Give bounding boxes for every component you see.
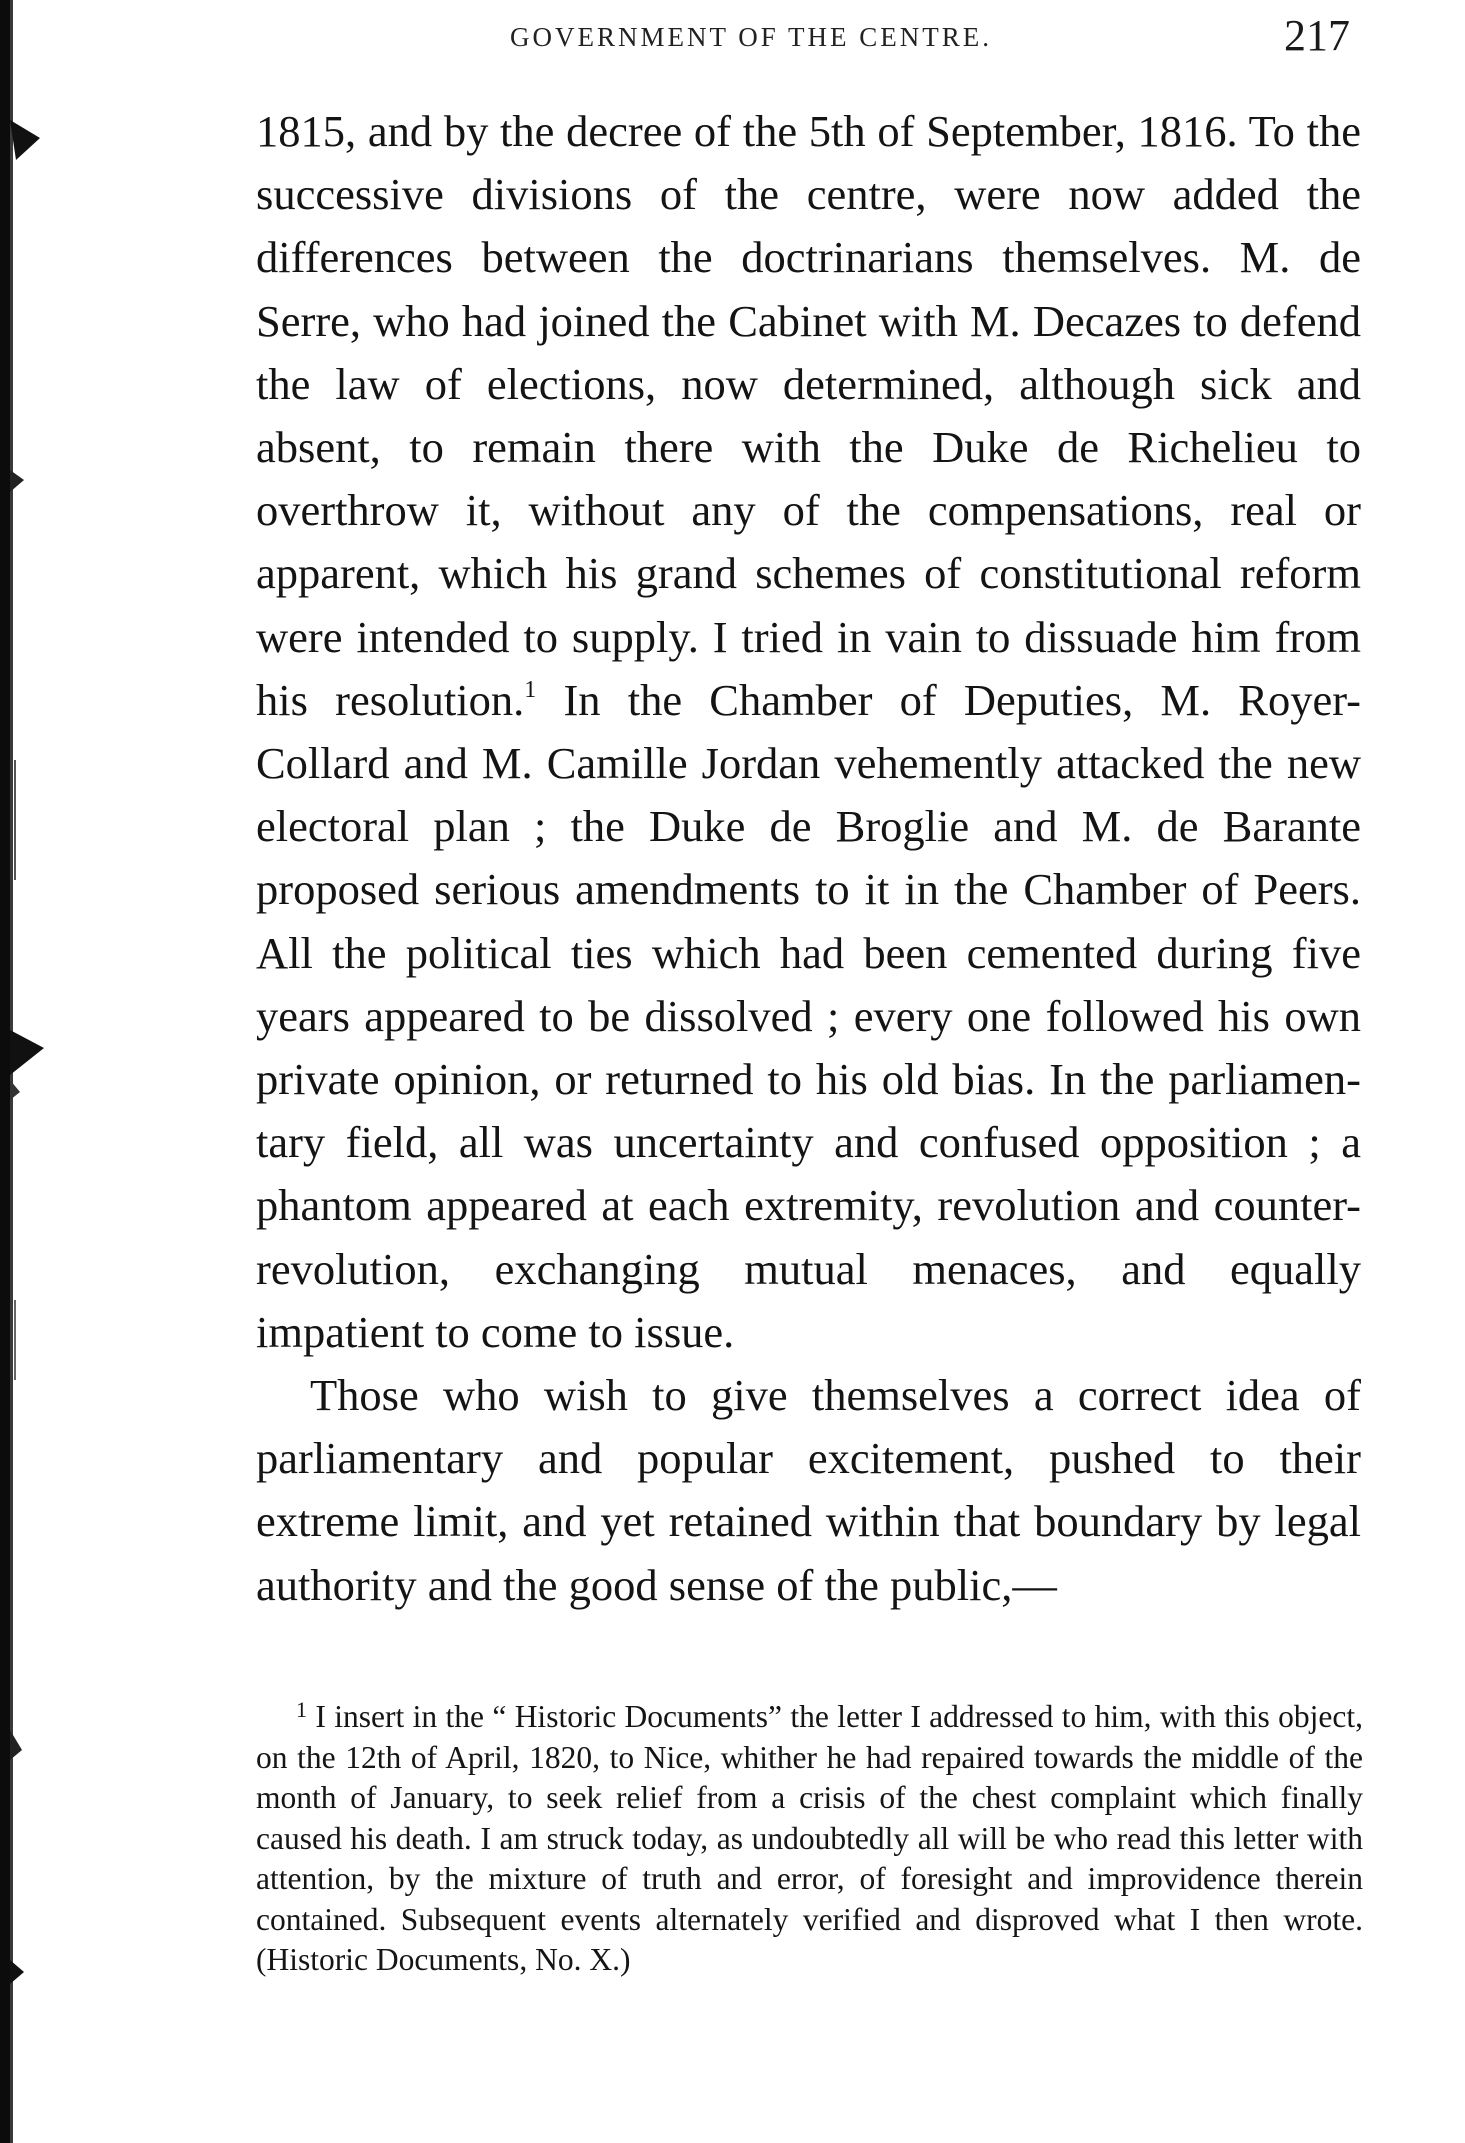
footnote-number: 1 — [296, 1697, 307, 1722]
binding-edge — [0, 0, 10, 2143]
running-head — [260, 8, 1350, 68]
footnote — [256, 1697, 1363, 1981]
footnote-reference: 1 — [524, 676, 537, 703]
binding-shadow — [10, 0, 46, 2143]
paragraph: Those who wish to give themselves a correct idea of parliamentary and popular excitement, pushed to their extreme limit, and yet retained within that boundary by legal authority and the good sense of the public,— — [256, 1370, 1361, 1610]
paragraph-text: 1815, and by the decree of the 5th of September, 1816. To the successive divisions of the centre, were now added the differences between the doctrinarians themselves. M. de Serre, who had joined the Cabinet with M. Decazes to defend the law of elections, now determined, although sick and absent, to remain there with the Duke de Richelieu to overthrow it, without any of the compensations, real or apparent, which his grand schemes of constitutional reform were intended to supply. I tried in vain to dissuade him from his resolution. — [256, 106, 1361, 725]
paragraph-text-continued: In the Chamber of Deputies, M. Royer-Collard and M. Camille Jordan vehemently attacked the new electoral plan ; the Duke de Broglie and M. de Barante proposed serious amendments to it in the Chamber of Peers. All the political ties which had been cemented during five years appeared to be dissolved ; every one followed his own private opinion, or returned to his old bias. In the parliamentary field, all was uncertainty and confused opposition ; a phantom appeared at each extremity, revolution and counter-revolution, exchanging mutual menaces, and equally impatient to come to issue. — [256, 674, 1361, 1357]
running-title: GOVERNMENT OF THE CENTRE. — [510, 22, 993, 52]
main-text — [256, 100, 1361, 1617]
footnotes — [256, 1697, 1363, 1981]
paragraph — [256, 100, 1361, 1364]
footnote-text: I insert in the “ Historic Documents” the letter I addressed to him, with this object, on the 12th of April, 1820, to Nice, whither he had repaired towards the middle of the month of January, to seek relief from a crisis of the chest complaint which finally caused his death. I am struck today, as undoubtedly all will be who read this letter with attention, by the mixture of truth and error, of foresight and improvidence therein contained. Subsequent events alternately verified and disproved what I then wrote. (Historic Documents, No. X.) — [256, 1699, 1363, 1977]
page-number: 217 — [1284, 11, 1350, 60]
